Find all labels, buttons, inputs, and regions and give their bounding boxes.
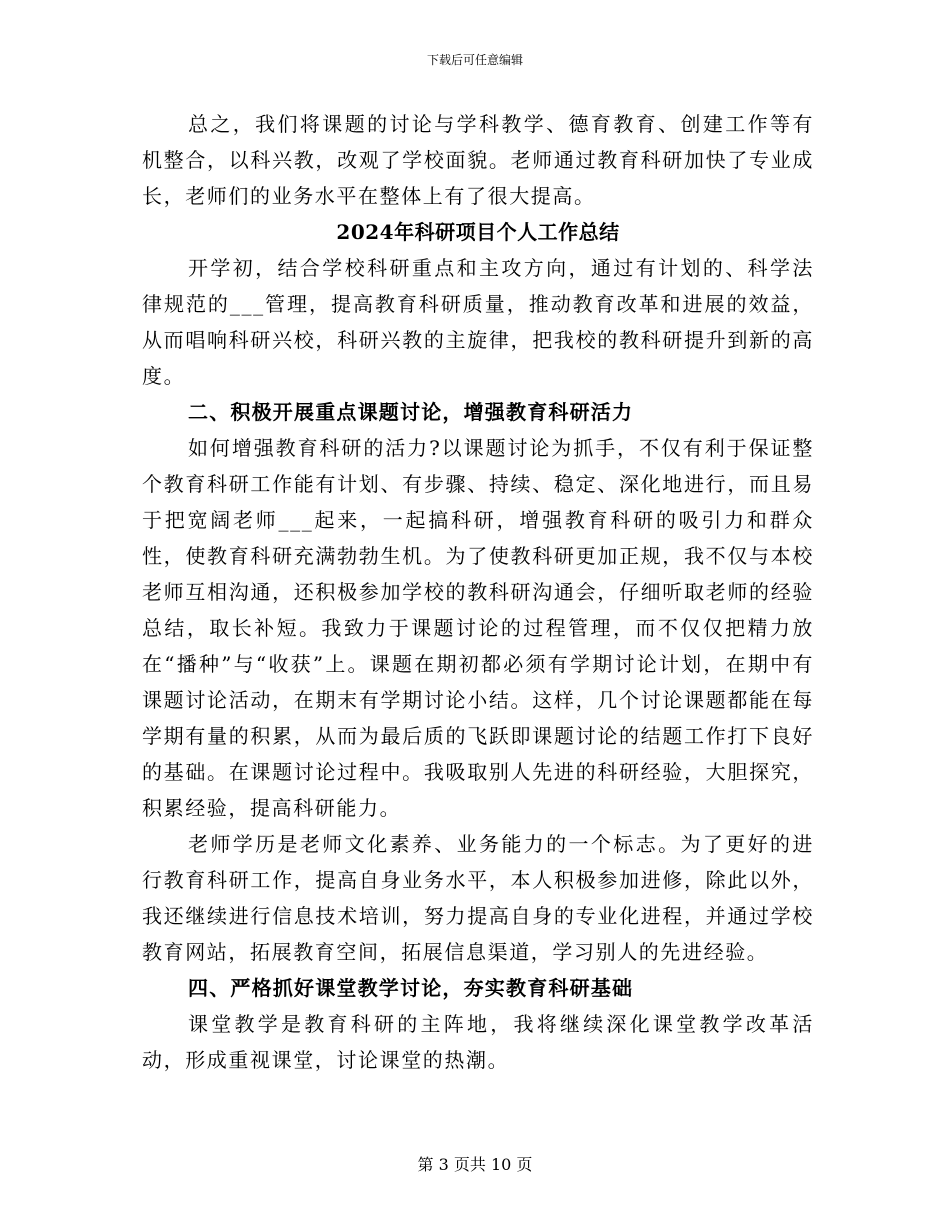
document-title: 2024年科研项目个人工作总结	[336, 220, 620, 244]
document-body	[142, 106, 814, 1078]
section-heading-4: 四、严格抓好课堂教学讨论，夯实教育科研基础	[188, 976, 634, 1000]
paragraph-research-activity: 如何增强教育科研的活力?以课题讨论为抓手，不仅有利于保证整个教育科研工作能有计划、有步骤、持续、稳定、深化地进行，而且易于把宽阔老师___起来，一起搞科研，增强教育科研的吸引力和群众性，使教育科研充满勃勃生机。为了使教科研更加正规，我不仅与本校老师互相沟通，还积极参加学校的教科研沟通会，仔细听取老师的经验总结，取长补短。我致力于课题讨论的过程管理，而不仅仅把精力放在“播种”与“收获”上。课题在期初都必须有学期讨论计划，在期中有课题讨论活动，在期末有学期讨论小结。这样，几个讨论课题都能在每学期有量的积累，从而为最后质的飞跃即课题讨论的结题工作打下良好的基础。在课题讨论过程中。我吸取别人先进的科研经验，大胆探究，积累经验，提高科研能力。	[142, 436, 814, 820]
paragraph-intro: 开学初，结合学校科研重点和主攻方向，通过有计划的、科学法律规范的___管理，提高教育科研质量，推动教育改革和进展的效益，从而唱响科研兴校，科研兴教的主旋律，把我校的教科研提升到新的高度。	[142, 256, 814, 388]
paragraph-qualification: 老师学历是老师文化素养、业务能力的一个标志。为了更好的进行教育科研工作，提高自身业务水平，本人积极参加进修，除此以外，我还继续进行信息技术培训，努力提高自身的专业化进程，并通过学校教育网站，拓展教育空间，拓展信息渠道，学习别人的先进经验。	[142, 832, 814, 964]
paragraph-classroom: 课堂教学是教育科研的主阵地，我将继续深化课堂教学改革活动，形成重视课堂，讨论课堂的热潮。	[142, 1012, 814, 1072]
page-header: 下载后可任意编辑	[426, 53, 523, 67]
page-number: 第 3 页共 10 页	[417, 1155, 533, 1174]
section-heading-2: 二、积极开展重点课题讨论，增强教育科研活力	[188, 400, 634, 424]
paragraph-summary: 总之，我们将课题的讨论与学科教学、德育教育、创建工作等有机整合，以科兴教，改观了学校面貌。老师通过教育科研加快了专业成长，老师们的业务水平在整体上有了很大提高。	[142, 112, 814, 208]
